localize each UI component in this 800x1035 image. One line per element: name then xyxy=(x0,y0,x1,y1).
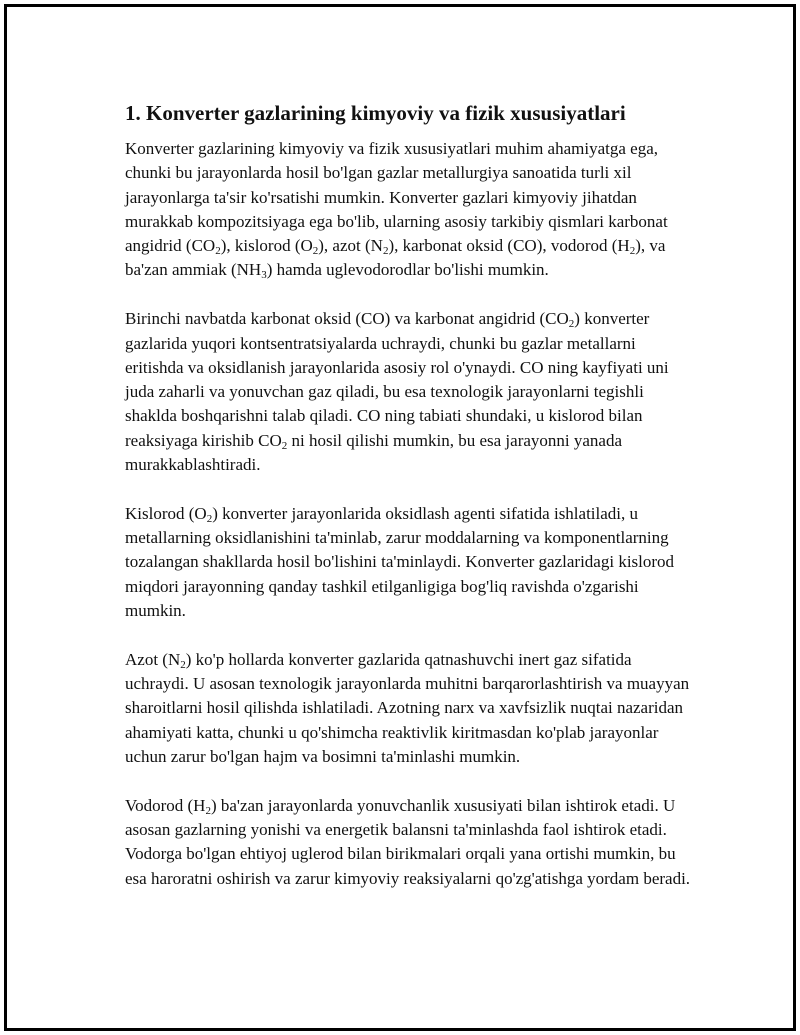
subscript: 3 xyxy=(261,269,267,282)
subscript: 2 xyxy=(629,245,636,258)
subscript: 2 xyxy=(215,245,221,258)
paragraph-text: Kislorod (O xyxy=(125,503,207,523)
paragraph-text: Konverter gazlarining kimyoviy va fizik xususiyatlari muhim ahamiyatga ega, chunki bu jarayonlarda hosil bo'lgan gazlar metallurgiya sanoatida turli xil jarayonlarga ta'sir ko'rsatishi mumkin. Konverter gazlari kimyoviy jihatdan murakkab kompozitsiyaga ega bo'lib, ularning asosiy tarkibiy qismlari karbonat angidrid (CO xyxy=(125,139,668,256)
paragraph-3 xyxy=(125,502,695,623)
paragraph-text: Birinchi navbatda karbonat oksid (CO) va karbonat angidrid (CO xyxy=(125,309,569,329)
paragraph-text: ), kislorod (O xyxy=(220,236,313,256)
paragraph-2 xyxy=(125,307,695,477)
section-heading: 1. Konverter gazlarining kimyoviy va fizik xususiyatlari xyxy=(125,101,626,125)
paragraph-text: ), karbonat oksid (CO), vodorod (H xyxy=(388,236,630,256)
paragraph-text: ), va ba'zan ammiak (NH xyxy=(125,236,666,280)
subscript: 2 xyxy=(180,658,186,671)
paragraph-1 xyxy=(125,137,695,283)
paragraph-text: Azot (N xyxy=(125,649,181,669)
page-frame xyxy=(4,4,796,1031)
paragraph-5 xyxy=(125,794,695,891)
paragraph-text: ) ba'zan jarayonlarda yonuvchanlik xususiyati bilan ishtirok etadi. U asosan gazlarning yonishi va energetik balansni ta'minlashda faol ishtirok etadi. Vodorga bo'lgan ehtiyoj uglerod bilan birikmalari orqali yana ortishi mumkin, bu esa haroratni oshirish va zarur kimyoviy reaksiyalarni qo'zg'atishga yordam beradi. xyxy=(125,795,691,888)
subscript: 2 xyxy=(205,804,211,817)
paragraph-4 xyxy=(125,648,695,769)
paragraph-text: Vodorod (H xyxy=(125,795,206,815)
paragraph-text: ni hosil qilishi mumkin, bu esa jarayonni yanada murakkablashtiradi. xyxy=(125,430,623,475)
subscript: 2 xyxy=(382,245,389,258)
subscript: 2 xyxy=(281,439,288,452)
paragraph-text: ) konverter gazlarida yuqori kontsentratsiyalarda uchraydi, chunki bu gazlar metallarni eritishda va oksidlanish jarayonlarida asosiy rol o'ynaydi. CO ning kayfiyati uni juda zaharli va yonuvchan gaz qiladi, bu esa texnologik jarayonlarni tegishli shaklda boshqarishni talab qiladi. CO ning tabiati shundaki, u kislorod bilan reaksiyaga kirishib CO xyxy=(125,309,669,450)
subscript: 2 xyxy=(312,245,319,258)
paragraph-text: ) konverter jarayonlarida oksidlash agenti sifatida ishlatiladi, u metallarning oksidlanishini ta'minlab, zarur moddalarning va komponentlarning tozalangan shakllarda hosil bo'lishini ta'minlaydi. Konverter gazlaridagi kislorod miqdori jarayonning qanday tashkil etilganligiga bog'liq ravishda o'zgarishi mumkin. xyxy=(125,503,675,621)
subscript: 2 xyxy=(206,512,213,525)
document-body xyxy=(125,99,695,916)
paragraph-text: ) ko'p hollarda konverter gazlarida qatnashuvchi inert gaz sifatida uchraydi. U asosan texnologik jarayonlarda muhitni barqarorlashtirish va muayyan sharoitlarni hosil qilishda ishlatiladi. Azotning narx va xavfsizlik nuqtai nazaridan ahamiyati katta, chunki u qo'shimcha reaktivlik kiritmasdan ko'plab jarayonlar uchun zarur bo'lgan hajm va bosimni ta'minlashi mumkin. xyxy=(125,649,690,767)
paragraph-text: ) hamda uglevodorodlar bo'lishi mumkin. xyxy=(266,260,549,280)
paragraph-text: ), azot (N xyxy=(318,236,383,256)
subscript: 2 xyxy=(568,318,575,331)
